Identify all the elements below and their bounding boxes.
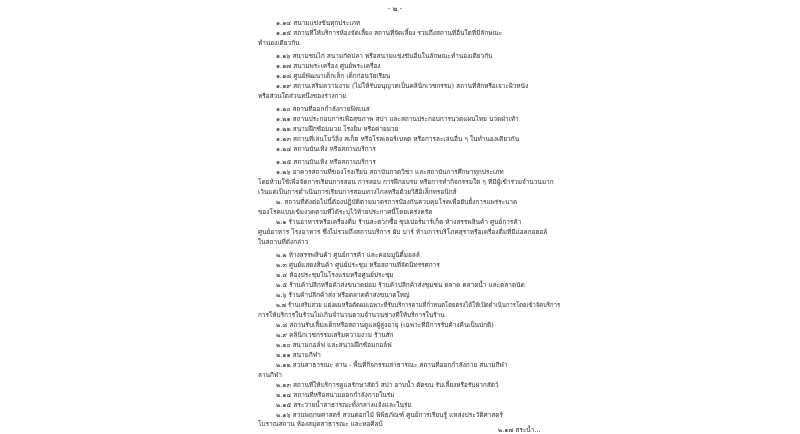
line: ๒.๑๒ สวนสาธารณะ ลาน - พื้นที่กิจกรรมสาธารณะ สถานที่ออกกำลังกาย สนามกีฬา: [276, 361, 508, 369]
line: ทำนองเดียวกัน: [258, 39, 300, 47]
line: ๒.๑๓ สถานที่ให้บริการดูแลรักษาสัตว์ สปา อาบน้ำ ตัดขน รับเลี้ยงหรือรับฝากสัตว์: [276, 381, 499, 389]
line: ๒. สถานที่ดังต่อไปนี้ต้องปฏิบัติตามมาตรการป้องกันควบคุมโรคเพื่อยับยั้งการแพร่ระบาด: [276, 198, 518, 206]
line: ลานกีฬา: [258, 371, 282, 379]
line: ๑.๒๐ สถานที่ออกกำลังกายฟิตเนส: [276, 105, 370, 113]
line: ๒.๖ ร้านค้าปลีกค้าส่ง หรือตลาดค้าส่งขนาดใหญ่: [276, 291, 410, 299]
line: ๒.๕ ร้านค้าปลีกหรือค้าส่งขนาดย่อม ร้านค้าปลีกค้าส่งชุมชน ตลาด ตลาดน้ำ และตลาดนัด: [276, 281, 525, 289]
line: หรือส่วนใดส่วนหนึ่งของร่างกาย: [258, 92, 346, 100]
line: โบราณสถาน ห้องสมุดสาธารณะ และหอศิลป์: [258, 420, 383, 428]
line: ๒.๑๕ สระว่ายน้ำสาธารณะทั้งกลางแจ้งและในร่ม: [276, 401, 412, 409]
line: ๒.๔ ห้องประชุมในโรงแรมหรือศูนย์ประชุม: [276, 271, 394, 279]
line: ๑.๑๘ ศูนย์พัฒนาเด็กเล็ก เด็กก่อนวัยเรียน: [276, 72, 391, 80]
line: ๒.๑๐ สนามกอล์ฟ และสนามฝึกซ้อมกอล์ฟ: [276, 341, 392, 349]
line: ๒.๗ ร้านเสริมสวย แต่งผมหรือตัดผมเฉพาะที่รับบริการตามที่กำหนดโดยตรงได้ให้เปิดดำเนินการโดยเข้าจัดบริการ: [276, 301, 561, 309]
line: ๒.๘ สถานรับเลี้ยงเด็กหรือสถานดูแลผู้สูงอายุ (เฉพาะที่มีการรับค้างคืนเป็นปกติ): [276, 321, 494, 329]
line: ๑.๒๔ สถานบันเทิง หรือสถานบริการ: [276, 145, 376, 153]
line: ของโรคแบบเข้มงวดตามที่ได้ระบุไว้ท้ายประกาศนี้โดยเคร่งครัด: [258, 208, 433, 216]
line: ๑.๒๑ สถานประกอบการเพื่อสุขภาพ สปา และสถานประกอบการนวดแผนไทย นวดฝ่าเท้า: [276, 115, 519, 123]
line: ๒.๒ ห้างสรรพสินค้า ศูนย์การค้า และคอมมูนิตี้มอลล์: [276, 251, 420, 259]
page-number: - ๒ -: [388, 5, 403, 13]
line: ๒.๙ คลินิกเวชกรรมเสริมความงาม ร้านสัก: [276, 331, 394, 339]
line: โดยห้ามใช้เพื่อจัดการเรียนการสอน การสอบ การฝึกอบรม หรือการทำกิจกรรมใด ๆ ที่มีผู้เข้าร่วมจำนวนมาก: [258, 178, 554, 186]
line: ๑.๑๖ สนามชนไก่ สนามกัดปลา หรือสนามแข่งขันอื่นในลักษณะทำนองเดียวกัน: [276, 52, 493, 60]
line: ศูนย์อาหาร โรงอาหาร ซึ่งไม่รวมถึงสถานบริการ ผับ บาร์ ห้ามการบริโภคสุราหรือเครื่องดื่มที่มีแอลกอฮอล์: [258, 228, 548, 236]
line: ๒.๑๔ สถานที่หรือสนามออกกำลังกายในร่ม: [276, 391, 395, 399]
line: ๑.๑๙ สถานเสริมความงาม (ไม่ให้รับอนุญาตเป็นคลินิกเวชกรรม) สถานที่สักหรือเจาะผิวหนัง: [276, 82, 529, 90]
line: ๒.๑ ร้านอาหารหรือเครื่องดื่ม ร้านสะดวกซื้อ ซุปเปอร์มาร์เก็ต ห้างสรรพสินค้า ศูนย์การค้า: [276, 218, 522, 226]
line: ๑.๒๕ สถานบันเทิง หรือสถานบริการ: [276, 158, 376, 166]
continuation-marker: ๒.๑๗ สระน้ำ...: [498, 426, 541, 434]
line: ๒.๑๑ สนามกีฬา: [276, 351, 321, 359]
line: ๑.๑๔ สนามแข่งขันทุกประเภท: [276, 19, 361, 27]
line: ๑.๒๓ สถานที่เล่นโบว์ลิ่ง สเก็ต หรือโรลเลอร์เบลด หรือการละเล่นอื่น ๆ ในทำนองเดียวกัน: [276, 135, 520, 143]
line: เว้นแต่เป็นการดำเนินการเรียนการสอนทางไกลหรือด้วยวิธีอิเล็กทรอนิกส์: [258, 188, 457, 196]
line: ๒.๑๖ สวนพฤกษศาสตร์ สวนดอกไม้ พิพิธภัณฑ์ ศูนย์การเรียนรู้ แหล่งประวัติศาสตร์: [276, 411, 503, 419]
line: การให้บริการในร้านไม่เกินจำนวนตามจำนวนช่างที่ให้บริการในร้าน: [258, 311, 445, 319]
line: ๒.๓ ศูนย์แสดงสินค้า ศูนย์ประชุม หรือสถานที่จัดนิทรรศการ: [276, 261, 440, 269]
line: ๑.๒๒ สนามฝึกซ้อมมวย โรงยิม หรือค่ายมวย: [276, 125, 399, 133]
line: ๑.๑๕ สถานที่ให้บริการห้องจัดเลี้ยง สถานที่จัดเลี้ยง รวมถึงสถานที่อื่นใดที่มีลักษณะ: [276, 29, 502, 37]
line: ในสถานที่ดังกล่าว: [258, 238, 309, 246]
line: ๑.๒๖ อาคารสถานที่ของโรงเรียน สถาบันกวดวิชา และสถาบันการศึกษาทุกประเภท: [276, 168, 504, 176]
line: ๑.๑๗ สนามพระเครื่อง ศูนย์พระเครื่อง: [276, 62, 381, 70]
